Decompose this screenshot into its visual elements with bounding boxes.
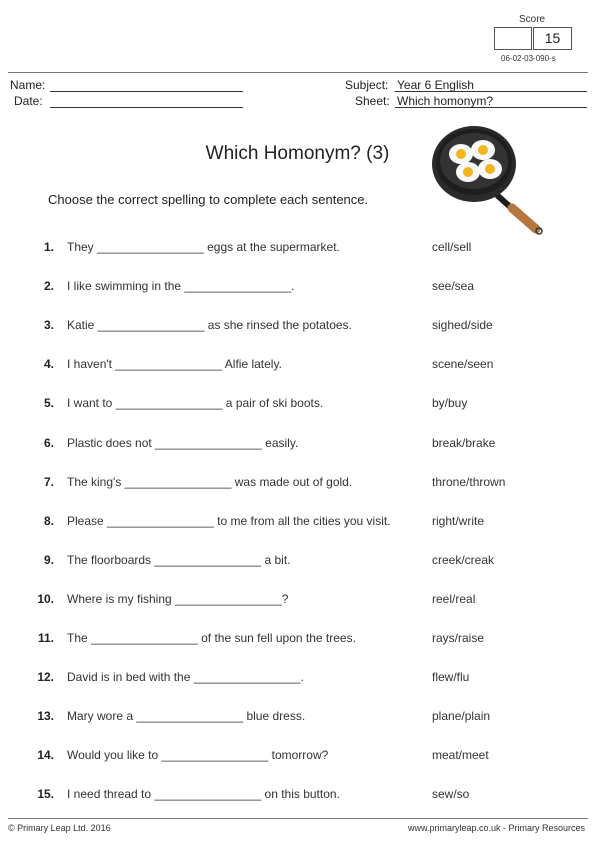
question-number: 11. <box>37 631 54 645</box>
question-sentence[interactable]: The ________________ of the sun fell upon the trees. <box>67 631 356 645</box>
question-number: 10. <box>37 591 54 606</box>
question-number: 4. <box>43 357 54 372</box>
question-number: 5. <box>43 396 54 411</box>
question-number: 6. <box>43 435 54 450</box>
score-input-cell[interactable] <box>494 27 532 50</box>
footer-website: www.primaryleap.co.uk - Primary Resources <box>407 823 585 833</box>
question-number: 8. <box>43 513 54 528</box>
sheet-value: Which homonym? <box>397 94 494 108</box>
question-sentence[interactable]: Mary wore a ________________ blue dress. <box>67 709 306 724</box>
word-choices: right/write <box>432 513 485 528</box>
score-label: Score <box>519 14 546 25</box>
word-choices: cell/sell <box>432 240 472 254</box>
instructions: Choose the correct spelling to complete each sentence. <box>48 192 369 207</box>
word-choices: flew/flu <box>432 670 470 685</box>
question-number: 1. <box>43 240 54 254</box>
word-choices: sew/so <box>432 787 470 802</box>
word-choices: by/buy <box>432 396 468 411</box>
question-number: 7. <box>43 474 54 489</box>
question-sentence[interactable]: Where is my fishing ________________? <box>67 591 289 606</box>
word-choices: break/brake <box>432 435 496 450</box>
sheet-label: Sheet: <box>355 94 390 108</box>
question-number: 9. <box>43 552 54 567</box>
question-sentence[interactable]: David is in bed with the ________________. <box>67 670 304 685</box>
question-number: 2. <box>43 279 54 294</box>
question-number: 13. <box>37 709 54 724</box>
word-choices: throne/thrown <box>432 474 506 489</box>
word-choices: see/sea <box>432 279 475 294</box>
question-sentence[interactable]: They ________________ eggs at the supermarket. <box>67 240 340 254</box>
question-sentence[interactable]: Would you like to ________________ tomorrow? <box>67 748 329 763</box>
score-value: 15 <box>533 27 572 50</box>
name-row <box>10 78 45 92</box>
question-sentence[interactable]: I haven't ________________ Alfie lately. <box>67 357 282 372</box>
word-choices: reel/real <box>432 591 476 606</box>
question-sentence[interactable]: I want to ________________ a pair of ski boots. <box>67 396 324 411</box>
date-label: Date: <box>14 94 43 108</box>
frying-pan-icon <box>428 126 548 238</box>
question-number: 12. <box>37 670 54 685</box>
question-number: 14. <box>37 748 54 763</box>
sheet-code: 06-02-03-090-s <box>501 54 556 63</box>
date-row <box>14 94 43 108</box>
question-sentence[interactable]: I like swimming in the ________________. <box>67 279 295 294</box>
subject-value: Year 6 English <box>397 78 474 92</box>
question-sentence[interactable]: Please ________________ to me from all the cities you visit. <box>67 513 391 528</box>
question-sentence[interactable]: The floorboards ________________ a bit. <box>67 552 291 567</box>
word-choices: meat/meet <box>432 748 489 763</box>
word-choices: plane/plain <box>432 709 491 724</box>
word-choices: rays/raise <box>432 631 485 645</box>
footer-copyright: © Primary Leap Ltd. 2016 <box>8 823 111 833</box>
question-sentence[interactable]: Katie ________________ as she rinsed the potatoes. <box>67 318 352 333</box>
question-sentence[interactable]: Plastic does not ________________ easily. <box>67 435 299 450</box>
name-label: Name: <box>10 78 46 92</box>
word-choices: scene/seen <box>432 357 494 372</box>
page-title: Which Homonym? (3) <box>205 143 390 164</box>
question-number: 15. <box>37 787 54 802</box>
word-choices: sighed/side <box>432 318 493 333</box>
header-divider <box>8 72 588 73</box>
score-box <box>494 27 572 50</box>
question-sentence[interactable]: I need thread to ________________ on this button. <box>67 787 340 802</box>
subject-label: Subject: <box>345 78 389 92</box>
footer-divider <box>8 818 588 819</box>
word-choices: creek/creak <box>432 552 495 567</box>
question-number: 3. <box>43 318 54 333</box>
question-sentence[interactable]: The king's ________________ was made out of gold. <box>67 474 353 489</box>
